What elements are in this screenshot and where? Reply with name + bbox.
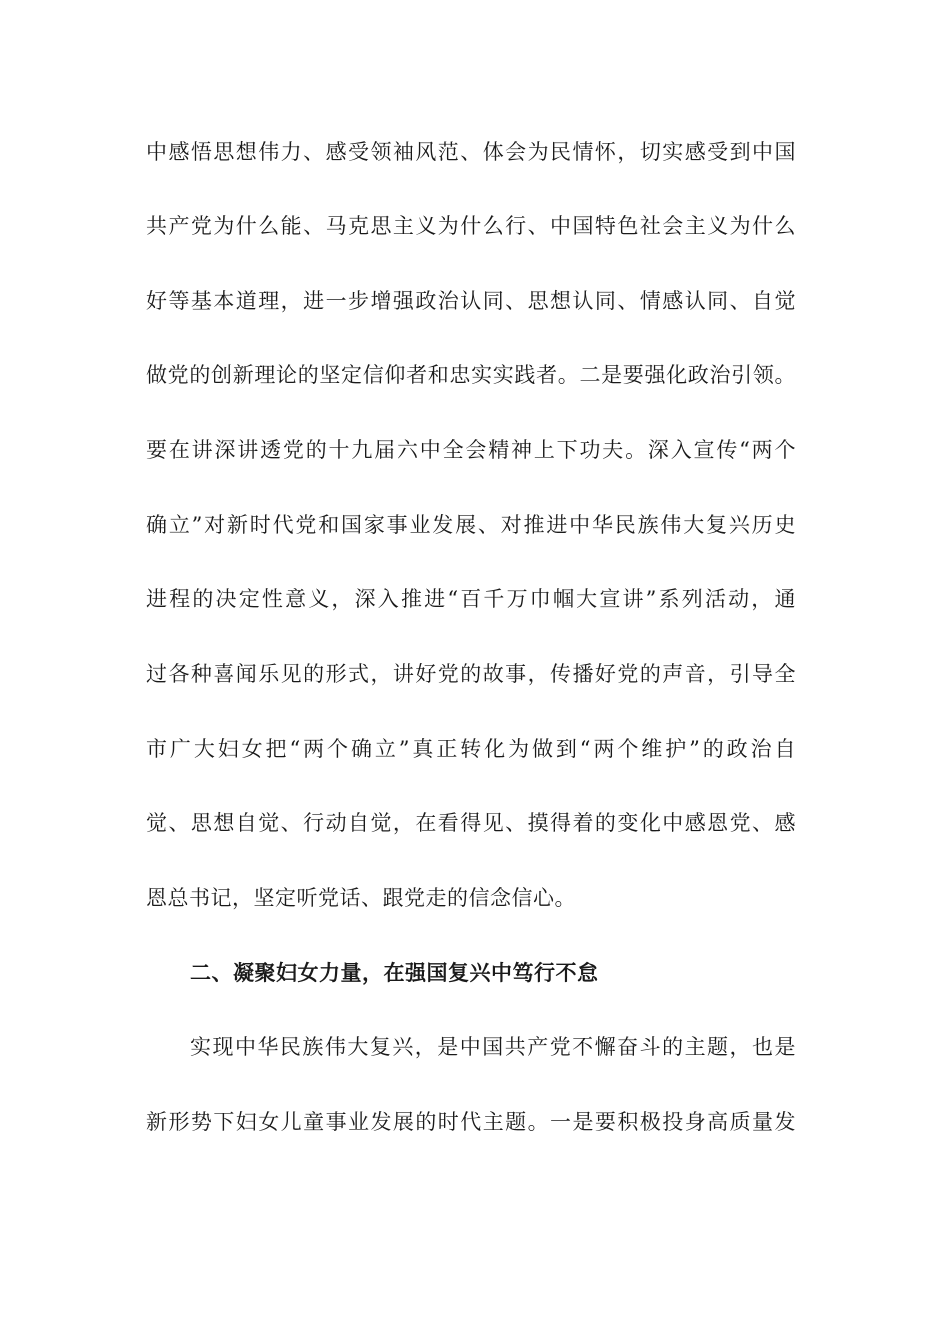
body-text-line: 新形势下妇女儿童事业发展的时代主题。一是要积极投身高质量发 [146,1110,796,1134]
body-text-line: 做党的创新理论的坚定信仰者和忠实实践者。二是要强化政治引领。 [146,363,796,387]
paragraph-first-line: 实现中华民族伟大复兴，是中国共产党不懈奋斗的主题，也是 [190,1035,796,1059]
body-text-line: 觉、思想自觉、行动自觉，在看得见、摸得着的变化中感恩党、感 [146,811,796,835]
body-text-line-last: 恩总书记，坚定听党话、跟党走的信念信心。 [146,886,576,910]
body-text-line: 中感悟思想伟力、感受领袖风范、体会为民情怀，切实感受到中国 [146,140,796,164]
body-text-line: 过各种喜闻乐见的形式，讲好党的故事，传播好党的声音，引导全 [146,662,796,686]
section-heading: 二、凝聚妇女力量，在强国复兴中笃行不怠 [190,960,599,985]
body-text-line: 好等基本道理，进一步增强政治认同、思想认同、情感认同、自觉 [146,289,796,313]
body-text-line: 进程的决定性意义，深入推进“百千万巾帼大宣讲”系列活动，通 [146,587,796,611]
body-text-line: 要在讲深讲透党的十九届六中全会精神上下功夫。深入宣传“两个 [146,438,796,462]
body-text-line: 共产党为什么能、马克思主义为什么行、中国特色社会主义为什么 [146,214,796,238]
body-text-line: 市广大妇女把“两个确立”真正转化为做到“两个维护”的政治自 [146,737,796,761]
body-text-line: 确立”对新时代党和国家事业发展、对推进中华民族伟大复兴历史 [146,513,796,537]
